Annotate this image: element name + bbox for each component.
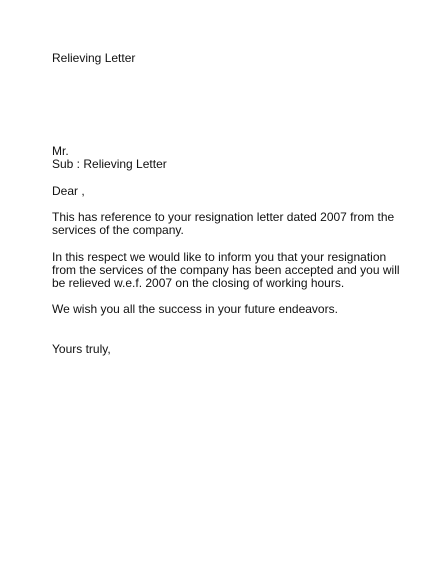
paragraph-2-line-3: be relieved w.e.f. 2007 on the closing of working hours. xyxy=(52,276,345,290)
recipient: Mr. xyxy=(52,144,69,158)
subject-line: Sub : Relieving Letter xyxy=(52,157,167,171)
paragraph-1-line-1: This has reference to your resignation letter dated 2007 from the xyxy=(52,210,395,224)
paragraph-3-line-1: We wish you all the success in your future endeavors. xyxy=(52,302,338,316)
paragraph-2-line-2: from the services of the company has been accepted and you will xyxy=(52,263,400,277)
salutation: Dear , xyxy=(52,184,85,198)
paragraph-1-line-2: services of the company. xyxy=(52,223,184,237)
closing: Yours truly, xyxy=(52,342,111,356)
paragraph-2-line-1: In this respect we would like to inform you that your resignation xyxy=(52,250,387,264)
letter-heading: Relieving Letter xyxy=(52,51,136,65)
